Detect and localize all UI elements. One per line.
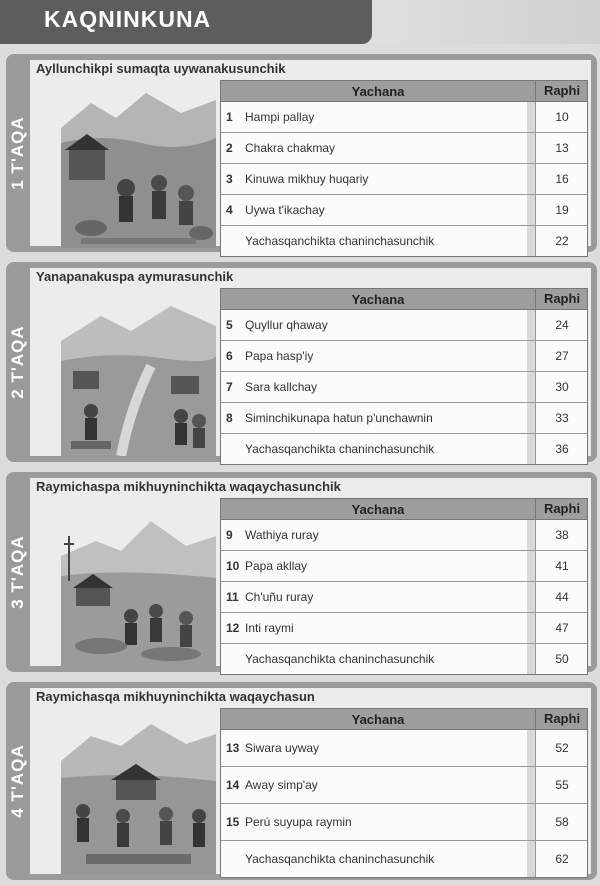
unit-3-panel (30, 478, 591, 666)
table-row[interactable]: 6 Papa hasp'iy 27 (221, 341, 587, 372)
column-header-raphi: Raphi (535, 81, 588, 101)
header-tab (0, 0, 372, 44)
unit-3-illustration-drawing (61, 506, 216, 666)
column-header-yachana: Yachana (351, 712, 405, 727)
unit-4 (6, 682, 597, 880)
unit-3-title: Raymichaspa mikhuyninchikta waqaychasunchik (36, 479, 341, 494)
unit-3-illustration (61, 506, 216, 666)
unit-1-illustration-drawing (61, 88, 216, 248)
column-header-raphi: Raphi (535, 499, 588, 519)
unit-4-panel (30, 688, 591, 874)
table-row[interactable]: 10 Papa akllay 41 (221, 551, 587, 582)
unit-1-panel (30, 60, 591, 246)
unit-3-side-label: 3 T'AQA (8, 535, 27, 609)
table-row-review[interactable]: Yachasqanchikta chaninchasunchik 50 (221, 644, 587, 674)
unit-1-table-header (221, 81, 587, 102)
page-title: KAQNINKUNA (44, 6, 212, 32)
table-row[interactable]: 8 Siminchikunapa hatun p'unchawnin 33 (221, 403, 587, 434)
unit-3-table-header (221, 499, 587, 520)
unit-1 (6, 54, 597, 252)
table-row[interactable]: 2 Chakra chakmay 13 (221, 133, 587, 164)
unit-1-side-label: 1 T'AQA (8, 116, 27, 190)
column-header-raphi: Raphi (535, 289, 588, 309)
table-row-review[interactable]: Yachasqanchikta chaninchasunchik 36 (221, 434, 587, 464)
unit-3 (6, 472, 597, 672)
unit-1-table (220, 80, 588, 257)
table-row[interactable]: 1 Hampi pallay 10 (221, 102, 587, 133)
unit-2-title: Yanapanakuspa aymurasunchik (36, 269, 234, 284)
column-header-raphi: Raphi (535, 709, 588, 729)
column-header-yachana: Yachana (351, 84, 405, 99)
unit-3-table (220, 498, 588, 675)
unit-1-illustration (61, 88, 216, 248)
table-row[interactable]: 11 Ch'uñu ruray 44 (221, 582, 587, 613)
table-row[interactable]: 4 Uywa t'ikachay 19 (221, 195, 587, 226)
unit-4-illustration-drawing (61, 716, 216, 874)
unit-4-table-header (221, 709, 587, 730)
table-row[interactable]: 7 Sara kallchay 30 (221, 372, 587, 403)
table-row-review[interactable]: Yachasqanchikta chaninchasunchik 22 (221, 226, 587, 256)
table-row[interactable]: 9 Wathiya ruray 38 (221, 520, 587, 551)
unit-4-side-label: 4 T'AQA (8, 744, 27, 818)
unit-1-title: Ayllunchikpi sumaqta uywanakusunchik (36, 61, 286, 76)
unit-2-side-label: 2 T'AQA (8, 325, 27, 399)
unit-2 (6, 262, 597, 462)
table-row[interactable]: 13 Siwara uyway 52 (221, 730, 587, 767)
unit-4-illustration (61, 716, 216, 874)
table-row-review[interactable]: Yachasqanchikta chaninchasunchik 62 (221, 841, 587, 877)
unit-4-table (220, 708, 588, 878)
unit-2-illustration (61, 296, 216, 456)
table-row[interactable]: 5 Quyllur qhaway 24 (221, 310, 587, 341)
table-row[interactable]: 15 Perú suyupa raymin 58 (221, 804, 587, 841)
unit-4-title: Raymichasqa mikhuyninchikta waqaychasun (36, 689, 315, 704)
unit-2-table-header (221, 289, 587, 310)
unit-2-illustration-drawing (61, 296, 216, 456)
column-header-yachana: Yachana (351, 502, 405, 517)
unit-2-table (220, 288, 588, 465)
table-row[interactable]: 12 Inti raymi 47 (221, 613, 587, 644)
table-row[interactable]: 14 Away simp'ay 55 (221, 767, 587, 804)
table-row[interactable]: 3 Kinuwa mikhuy huqariy 16 (221, 164, 587, 195)
unit-2-panel (30, 268, 591, 456)
column-header-yachana: Yachana (351, 292, 405, 307)
